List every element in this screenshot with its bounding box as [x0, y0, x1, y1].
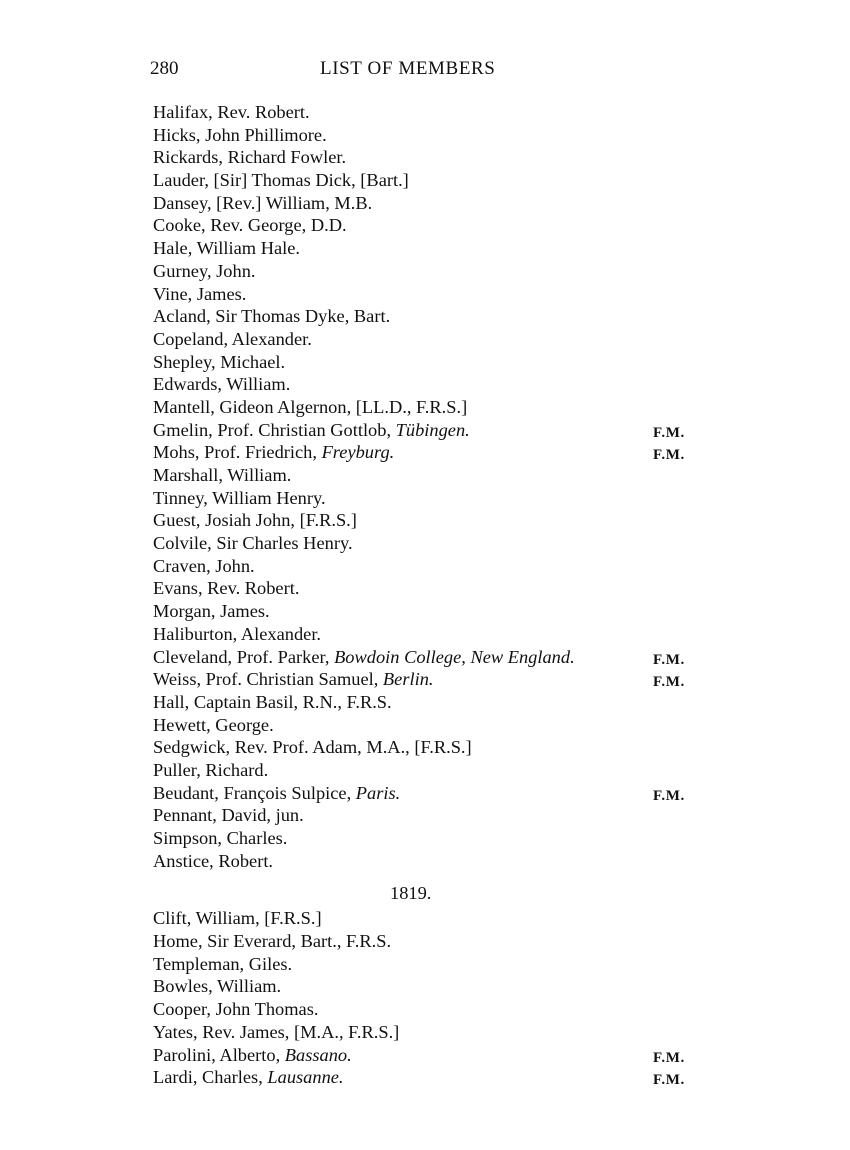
- member-entry: [153, 237, 300, 260]
- member-entry: [153, 509, 357, 532]
- member-row: [153, 373, 713, 396]
- foreign-member-mark: F.M.: [653, 1049, 685, 1066]
- member-entry: [153, 1044, 352, 1067]
- member-row: [153, 623, 713, 646]
- member-name: Lauder, [Sir] Thomas Dick, [Bart.]: [153, 170, 409, 191]
- member-row: [153, 804, 713, 827]
- member-name: Cleveland, Prof. Parker,: [153, 646, 335, 667]
- member-entry: [153, 419, 470, 442]
- member-entry: [153, 169, 409, 192]
- member-name: Mohs, Prof. Friedrich,: [153, 442, 322, 463]
- member-row: [153, 691, 713, 714]
- member-row: [153, 192, 713, 215]
- member-entry: [153, 975, 281, 998]
- member-name: Lardi, Charles,: [153, 1067, 268, 1088]
- member-name: Clift, William, [F.R.S.]: [153, 908, 322, 929]
- member-row: [153, 124, 713, 147]
- member-entry: [153, 668, 434, 691]
- member-row: [153, 169, 713, 192]
- member-name: Parolini, Alberto,: [153, 1044, 285, 1065]
- member-row: [153, 827, 713, 850]
- member-row: [153, 101, 713, 124]
- member-entry: [153, 782, 400, 805]
- foreign-member-mark: F.M.: [653, 447, 685, 464]
- member-row: [153, 305, 713, 328]
- member-entry: [153, 487, 326, 510]
- member-row: [153, 759, 713, 782]
- member-entry: [153, 646, 575, 669]
- member-row: [153, 509, 713, 532]
- member-entry: [153, 736, 472, 759]
- member-row: [153, 532, 713, 555]
- member-row: [153, 464, 713, 487]
- member-name: Beudant, François Sulpice,: [153, 782, 356, 803]
- member-entry: [153, 464, 291, 487]
- member-entry: [153, 124, 327, 147]
- member-name: Puller, Richard.: [153, 759, 269, 780]
- member-name: Rickards, Richard Fowler.: [153, 147, 347, 168]
- member-entry: [153, 101, 310, 124]
- member-entry: [153, 714, 274, 737]
- member-name: Simpson, Charles.: [153, 828, 288, 848]
- member-list-1819: [153, 907, 713, 1089]
- member-name: Cooke, Rev. George, D.D.: [153, 215, 347, 236]
- member-entry: [153, 907, 322, 930]
- member-name: Pennant, David, jun.: [153, 805, 304, 826]
- member-list: [153, 101, 713, 1089]
- member-row: [153, 714, 713, 737]
- member-row: [153, 214, 713, 237]
- member-entry: [153, 283, 246, 306]
- member-entry: [153, 953, 292, 976]
- member-row: [153, 1066, 713, 1089]
- member-name: Haliburton, Alexander.: [153, 623, 322, 644]
- member-row: [153, 930, 713, 953]
- member-name: Templeman, Giles.: [153, 953, 293, 974]
- member-row: [153, 351, 713, 374]
- member-entry: [153, 441, 394, 464]
- member-name: Halifax, Rev. Robert.: [153, 102, 310, 122]
- member-name: Morgan, James.: [153, 601, 270, 622]
- member-name: Craven, John.: [153, 555, 255, 576]
- member-row: [153, 600, 713, 623]
- member-row: [153, 577, 713, 600]
- foreign-member-mark: F.M.: [653, 674, 685, 691]
- member-name: Hale, William Hale.: [153, 238, 301, 259]
- member-entry: [153, 328, 312, 351]
- member-name: Shepley, Michael.: [153, 351, 286, 372]
- member-row: [153, 975, 713, 998]
- member-entry: [153, 305, 390, 328]
- member-entry: [153, 1021, 399, 1044]
- member-name: Evans, Rev. Robert.: [153, 578, 300, 599]
- member-entry: [153, 214, 347, 237]
- member-name: Tinney, William Henry.: [153, 487, 326, 508]
- member-name: Weiss, Prof. Christian Samuel,: [153, 669, 383, 690]
- member-row: [153, 328, 713, 351]
- foreign-member-mark: F.M.: [653, 1072, 685, 1089]
- member-row: [153, 441, 713, 464]
- member-name: Colvile, Sir Charles Henry.: [153, 533, 353, 554]
- member-name: Yates, Rev. James, [M.A., F.R.S.]: [153, 1021, 400, 1042]
- member-entry: [153, 260, 256, 283]
- member-row: [153, 1044, 713, 1067]
- member-row: [153, 782, 713, 805]
- member-row: [153, 260, 713, 283]
- member-name: Hicks, John Phillimore.: [153, 124, 327, 145]
- member-entry: [153, 998, 318, 1021]
- member-entry: [153, 146, 346, 169]
- member-name: Anstice, Robert.: [153, 850, 274, 871]
- member-name: Sedgwick, Rev. Prof. Adam, M.A., [F.R.S.]: [153, 737, 472, 758]
- member-name: Cooper, John Thomas.: [153, 999, 319, 1020]
- member-row: [153, 283, 713, 306]
- member-row: [153, 907, 713, 930]
- member-name: Hall, Captain Basil, R.N., F.R.S.: [153, 691, 392, 712]
- member-row: [153, 998, 713, 1021]
- member-entry: [153, 351, 285, 374]
- foreign-member-mark: F.M.: [653, 651, 685, 668]
- member-name: Marshall, William.: [153, 465, 292, 485]
- member-place: Tübingen.: [395, 419, 470, 440]
- member-entry: [153, 804, 304, 827]
- member-name: Acland, Sir Thomas Dyke, Bart.: [153, 306, 391, 327]
- member-name: Bowles, William.: [153, 976, 282, 997]
- member-entry: [153, 192, 372, 215]
- member-entry: [153, 600, 270, 623]
- member-entry: [153, 623, 321, 646]
- member-row: [153, 237, 713, 260]
- foreign-member-mark: F.M.: [653, 787, 685, 804]
- member-name: Guest, Josiah John, [F.R.S.]: [153, 510, 357, 531]
- member-name: Hewett, George.: [153, 714, 274, 735]
- member-row: [153, 953, 713, 976]
- member-row: [153, 146, 713, 169]
- member-row: [153, 646, 713, 669]
- member-name: Dansey, [Rev.] William, M.B.: [153, 192, 373, 213]
- member-place: Bowdoin College, New England.: [334, 646, 575, 667]
- member-name: Edwards, William.: [153, 374, 291, 395]
- member-entry: [153, 373, 290, 396]
- member-name: Mantell, Gideon Algernon, [LL.D., F.R.S.]: [153, 396, 468, 417]
- member-row: [153, 396, 713, 419]
- member-entry: [153, 396, 467, 419]
- member-place: Bassano.: [284, 1044, 352, 1065]
- member-place: Paris.: [355, 782, 401, 803]
- member-name: Vine, James.: [153, 283, 247, 304]
- member-entry: [153, 532, 353, 555]
- member-row: [153, 668, 713, 691]
- page-number: 280: [150, 58, 179, 79]
- member-place: Lausanne.: [267, 1067, 344, 1088]
- member-row: [153, 487, 713, 510]
- member-entry: [153, 850, 273, 873]
- member-name: Gmelin, Prof. Christian Gottlob,: [153, 419, 396, 440]
- member-name: Home, Sir Everard, Bart., F.R.S.: [153, 931, 392, 952]
- member-row: [153, 736, 713, 759]
- year-heading: 1819.: [390, 883, 432, 904]
- foreign-member-mark: F.M.: [653, 424, 685, 441]
- member-row: [153, 850, 713, 873]
- member-entry: [153, 691, 392, 714]
- member-place: Berlin.: [382, 669, 434, 690]
- member-entry: [153, 930, 391, 953]
- member-name: Copeland, Alexander.: [153, 328, 312, 349]
- page-title: LIST OF MEMBERS: [320, 58, 496, 79]
- member-entry: [153, 827, 287, 850]
- member-row: [153, 419, 713, 442]
- member-place: Freyburg.: [321, 442, 395, 463]
- member-list-early: [153, 101, 713, 872]
- member-name: Gurney, John.: [153, 260, 256, 281]
- page-header: [150, 58, 710, 84]
- member-row: [153, 555, 713, 578]
- member-entry: [153, 555, 255, 578]
- member-row: [153, 1021, 713, 1044]
- member-entry: [153, 1066, 344, 1089]
- member-entry: [153, 759, 268, 782]
- member-entry: [153, 577, 299, 600]
